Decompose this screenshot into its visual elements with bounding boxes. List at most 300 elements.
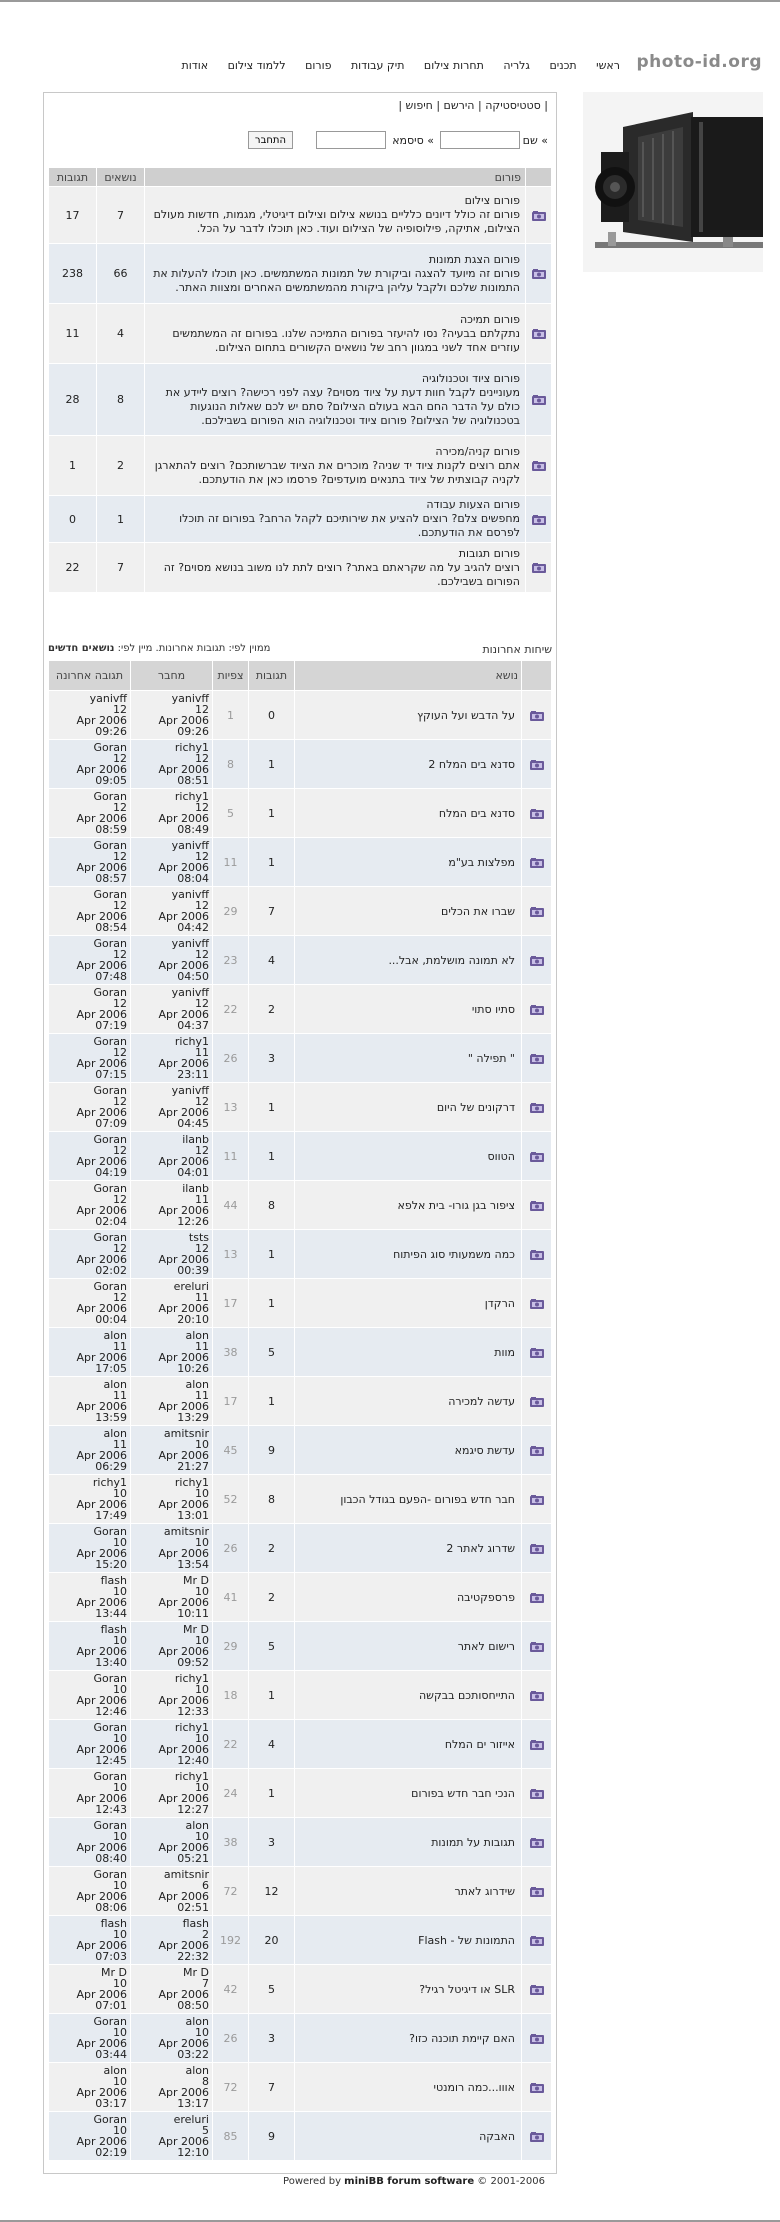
author-name[interactable]: ereluri (173, 2113, 209, 2126)
topic-row[interactable] (49, 2014, 552, 2063)
last-reply-user[interactable]: yanivff (89, 692, 127, 705)
topic-row[interactable] (49, 985, 552, 1034)
topic-views: 17 (213, 1279, 249, 1328)
sort-new-topics-link[interactable]: נושאים חדשים (48, 643, 115, 654)
last-reply-user[interactable]: Goran (93, 790, 127, 803)
topic-views: 26 (213, 1524, 249, 1573)
author-name[interactable]: Mr D (183, 1623, 209, 1636)
folder-icon (529, 1837, 545, 1849)
topic-row[interactable] (49, 1132, 552, 1181)
topic-author (131, 887, 213, 936)
topic-icon-cell (522, 1083, 552, 1132)
folder-icon (529, 1249, 545, 1261)
nav-item-gallery[interactable]: גלריה (503, 59, 530, 72)
topic-last-reply (49, 691, 131, 740)
author-name[interactable]: richy1 (174, 741, 209, 754)
topic-author (131, 1083, 213, 1132)
last-reply-day: 11 (113, 1340, 127, 1353)
topic-row[interactable] (49, 1426, 552, 1475)
author-date: Apr 2006 12:27 (158, 1792, 209, 1816)
topic-author (131, 1622, 213, 1671)
topic-row[interactable] (49, 936, 552, 985)
last-reply-user[interactable]: alon (103, 1378, 127, 1391)
topic-replies: 7 (249, 2063, 295, 2112)
forum-title[interactable]: פורום קניה/מכירה (435, 444, 520, 458)
last-reply-user[interactable]: Goran (93, 1819, 127, 1832)
topic-row[interactable] (49, 1720, 552, 1769)
topic-row[interactable] (49, 1965, 552, 2014)
nav-item-portfolio[interactable]: תיק עבודות (350, 59, 405, 72)
topic-title[interactable]: התייחסותכם בבקשה (295, 1671, 522, 1720)
last-reply-date: Apr 2006 12:43 (76, 1792, 127, 1816)
topic-replies: 1 (249, 789, 295, 838)
password-input[interactable] (316, 131, 386, 149)
topic-author (131, 1769, 213, 1818)
author-date: Apr 2006 08:04 (158, 861, 209, 885)
last-reply-date: Apr 2006 00:04 (76, 1302, 127, 1326)
last-reply-user[interactable]: Mr D (101, 1966, 127, 1979)
topic-row[interactable] (49, 1916, 552, 1965)
author-date: Apr 2006 04:37 (158, 1008, 209, 1032)
topic-last-reply (49, 1818, 131, 1867)
forum-row[interactable] (49, 364, 552, 436)
author-day: 10 (195, 1536, 209, 1549)
topic-last-reply (49, 887, 131, 936)
forum-cell[interactable] (145, 244, 526, 304)
author-name[interactable]: alon (185, 2064, 209, 2077)
topic-header: נושא (295, 661, 522, 691)
topic-views: 38 (213, 1328, 249, 1377)
folder-icon (529, 1935, 545, 1947)
folder-icon (529, 955, 545, 967)
author-day: 10 (195, 1781, 209, 1794)
topic-replies: 12 (249, 1867, 295, 1916)
topic-views: 85 (213, 2112, 249, 2161)
forum-row[interactable] (49, 187, 552, 244)
topic-row[interactable] (49, 1230, 552, 1279)
topic-replies: 1 (249, 1769, 295, 1818)
forum-icon-cell (526, 304, 552, 364)
topic-replies: 3 (249, 1034, 295, 1083)
topic-views: 26 (213, 1034, 249, 1083)
author-name[interactable]: alon (185, 1378, 209, 1391)
topic-row[interactable] (49, 1769, 552, 1818)
topic-replies: 1 (249, 838, 295, 887)
author-name[interactable]: richy1 (174, 1770, 209, 1783)
author-name[interactable]: ilanb (182, 1182, 209, 1195)
topic-views: 8 (213, 740, 249, 789)
author-name[interactable]: tsts (188, 1231, 209, 1244)
author-date: Apr 2006 08:51 (158, 763, 209, 787)
last-reply-date: Apr 2006 08:57 (76, 861, 127, 885)
folder-icon (531, 328, 547, 340)
topic-title[interactable]: האבקה (295, 2112, 522, 2161)
author-date: Apr 2006 09:52 (158, 1645, 209, 1669)
topic-replies: 1 (249, 1230, 295, 1279)
forum-row[interactable] (49, 244, 552, 304)
author-name[interactable]: alon (185, 2015, 209, 2028)
forum-icon-cell (526, 543, 552, 593)
last-reply-user[interactable]: Goran (93, 2113, 127, 2126)
folder-icon (529, 2082, 545, 2094)
nav-item-content[interactable]: תכנים (549, 59, 577, 72)
password-label: » סיסמא (392, 134, 434, 147)
topic-title[interactable]: עדשה למכירה (295, 1377, 522, 1426)
last-reply-user[interactable]: Goran (93, 1525, 127, 1538)
search-link[interactable]: חיפוש (405, 99, 433, 112)
topic-row[interactable] (49, 1818, 552, 1867)
author-name[interactable]: yanivff (171, 937, 209, 950)
topic-last-reply (49, 1916, 131, 1965)
topic-title[interactable]: אווו...כמה רומנטי (295, 2063, 522, 2112)
last-reply-user[interactable]: Goran (93, 1182, 127, 1195)
folder-icon (529, 906, 545, 918)
site-logo[interactable]: photo-id.org (636, 52, 762, 72)
topic-row[interactable] (49, 1083, 552, 1132)
author-name[interactable]: ilanb (182, 1133, 209, 1146)
author-date: Apr 2006 21:27 (158, 1449, 209, 1473)
topic-views: 44 (213, 1181, 249, 1230)
topic-title[interactable]: סדנא בים המלח 2 (295, 740, 522, 789)
topic-last-reply (49, 789, 131, 838)
topic-title[interactable]: " תפילה " (295, 1034, 522, 1083)
topic-views: 22 (213, 1720, 249, 1769)
author-day: 8 (202, 2075, 209, 2088)
folder-icon (529, 1494, 545, 1506)
topic-replies: 3 (249, 1818, 295, 1867)
topic-title[interactable]: SLR או דיגיטל רגיל? (295, 1965, 522, 2014)
topic-row[interactable] (49, 1524, 552, 1573)
topic-views: 11 (213, 838, 249, 887)
nav-item-about[interactable]: אודות (181, 59, 209, 72)
author-name[interactable]: alon (185, 1819, 209, 1832)
folder-icon (529, 1200, 545, 1212)
last-reply-day: 12 (113, 1095, 127, 1108)
username-input[interactable] (440, 131, 520, 149)
forum-cell[interactable] (145, 543, 526, 593)
author-day: 10 (195, 2026, 209, 2039)
last-reply-user[interactable]: flash (100, 1574, 127, 1587)
forum-row[interactable] (49, 543, 552, 593)
last-reply-date: Apr 2006 09:26 (76, 714, 127, 738)
topics-table (48, 660, 552, 2161)
forum-title[interactable]: פורום תמיכה (459, 312, 520, 326)
topic-row[interactable] (49, 887, 552, 936)
last-reply-day: 10 (113, 1781, 127, 1794)
topic-views: 1 (213, 691, 249, 740)
topic-row[interactable] (49, 2063, 552, 2112)
last-reply-user[interactable]: Goran (93, 937, 127, 950)
topic-title[interactable]: חבר חדש בפורום -הפעם בגודל הכבון (295, 1475, 522, 1524)
author-date: Apr 2006 13:17 (158, 2086, 209, 2110)
author-name[interactable]: amitsnir (163, 1868, 209, 1881)
last-reply-date: Apr 2006 12:46 (76, 1694, 127, 1718)
last-reply-date: Apr 2006 07:19 (76, 1008, 127, 1032)
author-date: Apr 2006 13:29 (158, 1400, 209, 1424)
topic-row[interactable] (49, 1279, 552, 1328)
topic-icon-header (522, 661, 552, 691)
stats-link[interactable]: סטטיסטיקה (485, 99, 541, 112)
last-reply-user[interactable]: Goran (93, 2015, 127, 2028)
topic-last-reply (49, 1083, 131, 1132)
topic-title[interactable]: מפלצות בע"מ (295, 838, 522, 887)
forum-cell[interactable] (145, 436, 526, 496)
forum-row[interactable] (49, 436, 552, 496)
forum-cell[interactable] (145, 187, 526, 244)
topic-title[interactable]: ציפור בגן גורו- בית אלפא (295, 1181, 522, 1230)
topic-row[interactable] (49, 1671, 552, 1720)
forum-reply-count: 28 (49, 364, 97, 436)
last-reply-user[interactable]: alon (103, 1427, 127, 1440)
topic-last-reply (49, 838, 131, 887)
topic-title[interactable]: לא תמונה מושלמת, אבל... (295, 936, 522, 985)
last-reply-date: Apr 2006 06:29 (76, 1449, 127, 1473)
author-name[interactable]: Mr D (183, 1966, 209, 1979)
topic-last-reply (49, 1132, 131, 1181)
last-reply-day: 12 (113, 850, 127, 863)
author-name[interactable]: flash (182, 1917, 209, 1930)
last-reply-day: 12 (113, 997, 127, 1010)
last-reply-user[interactable]: Goran (93, 1133, 127, 1146)
nav-item-learn[interactable]: ללמוד צילום (227, 59, 286, 72)
topic-title[interactable]: פרספקטיבה (295, 1573, 522, 1622)
author-name[interactable]: richy1 (174, 1672, 209, 1685)
topic-title[interactable]: סדנא בים המלח (295, 789, 522, 838)
last-reply-user[interactable]: Goran (93, 839, 127, 852)
last-reply-user[interactable]: Goran (93, 1868, 127, 1881)
last-reply-user[interactable]: Goran (93, 888, 127, 901)
topic-title[interactable]: סתיו סתוי (295, 985, 522, 1034)
topic-title[interactable]: על הדבש ועל העוקץ (295, 691, 522, 740)
last-reply-day: 10 (113, 1928, 127, 1941)
topic-title[interactable]: הטווס (295, 1132, 522, 1181)
register-link[interactable]: הירשם (443, 99, 475, 112)
forum-cell[interactable] (145, 304, 526, 364)
forum-icon-header (526, 168, 552, 187)
folder-icon (531, 394, 547, 406)
topic-views-header: צפיות (213, 661, 249, 691)
topic-row[interactable] (49, 1573, 552, 1622)
topic-author (131, 1965, 213, 2014)
topic-replies: 1 (249, 740, 295, 789)
author-name[interactable]: richy1 (174, 1721, 209, 1734)
last-reply-user[interactable]: Goran (93, 1231, 127, 1244)
topic-replies: 9 (249, 2112, 295, 2161)
forum-icon-cell (526, 496, 552, 543)
topic-title[interactable]: הנכי חבר חדש בפורום (295, 1769, 522, 1818)
forum-description: מחפשים צלם? רוצים להציע את שירותיכם לקהל הרחב? בפורום זה תוכלו לפרסם את הודעתכם. (179, 512, 520, 539)
forum-cell[interactable] (145, 364, 526, 436)
topic-title[interactable]: התמונות של - Flash (295, 1916, 522, 1965)
author-name[interactable]: alon (185, 1329, 209, 1342)
minibb-link[interactable]: miniBB forum software (344, 2176, 475, 2187)
forum-row[interactable] (49, 496, 552, 543)
last-reply-date: Apr 2006 17:49 (76, 1498, 127, 1522)
topic-replies: 4 (249, 936, 295, 985)
topic-author-header: מחבר (131, 661, 213, 691)
last-reply-day: 10 (113, 1830, 127, 1843)
forum-row[interactable] (49, 304, 552, 364)
last-reply-day: 12 (113, 899, 127, 912)
last-reply-day: 11 (113, 1389, 127, 1402)
author-name[interactable]: yanivff (171, 986, 209, 999)
login-button[interactable]: התחבר (248, 131, 293, 149)
topic-row[interactable] (49, 1622, 552, 1671)
topic-title[interactable]: עדשת סיגמא (295, 1426, 522, 1475)
topic-icon-cell (522, 1132, 552, 1181)
author-name[interactable]: Mr D (183, 1574, 209, 1587)
last-reply-user[interactable]: Goran (93, 1035, 127, 1048)
last-reply-user[interactable]: flash (100, 1917, 127, 1930)
author-name[interactable]: yanivff (171, 888, 209, 901)
topic-views: 22 (213, 985, 249, 1034)
topic-icon-cell (522, 1720, 552, 1769)
last-reply-date: Apr 2006 04:19 (76, 1155, 127, 1179)
topic-title[interactable]: שדרוג לאתר 2 (295, 1524, 522, 1573)
author-day: 5 (202, 2124, 209, 2137)
nav-item-home[interactable]: ראשי (596, 59, 620, 72)
author-name[interactable]: yanivff (171, 692, 209, 705)
last-reply-user[interactable]: Goran (93, 1672, 127, 1685)
folder-icon (529, 1004, 545, 1016)
author-name[interactable]: ereluri (173, 1280, 209, 1293)
author-day: 12 (195, 1242, 209, 1255)
folder-icon (529, 1984, 545, 1996)
last-reply-date: Apr 2006 03:17 (76, 2086, 127, 2110)
last-reply-day: 10 (113, 2026, 127, 2039)
forum-title[interactable]: פורום תגובות (458, 546, 520, 560)
topic-title[interactable]: מוות (295, 1328, 522, 1377)
topic-icon-cell (522, 1965, 552, 2014)
folder-icon (529, 2131, 545, 2143)
forum-title[interactable]: פורום הצעות עבודה (426, 498, 520, 511)
last-reply-user[interactable]: Goran (93, 986, 127, 999)
topic-row[interactable] (49, 838, 552, 887)
topic-title[interactable]: שידרוג לאתר (295, 1867, 522, 1916)
last-reply-user[interactable]: Goran (93, 1721, 127, 1734)
last-reply-date: Apr 2006 02:04 (76, 1204, 127, 1228)
last-reply-user[interactable]: Goran (93, 741, 127, 754)
author-name[interactable]: amitsnir (163, 1525, 209, 1538)
forum-icon-cell (526, 436, 552, 496)
author-name[interactable]: richy1 (174, 1035, 209, 1048)
topic-row[interactable] (49, 1867, 552, 1916)
last-reply-user[interactable]: Goran (93, 1280, 127, 1293)
author-name[interactable]: yanivff (171, 839, 209, 852)
topic-replies: 8 (249, 1181, 295, 1230)
main-nav (165, 59, 620, 72)
forums-table (48, 167, 552, 593)
last-reply-date: Apr 2006 07:01 (76, 1988, 127, 2012)
last-reply-date: Apr 2006 03:44 (76, 2037, 127, 2061)
topic-last-reply (49, 1279, 131, 1328)
topic-title[interactable]: אייזור ים המלח (295, 1720, 522, 1769)
topic-row[interactable] (49, 1377, 552, 1426)
topic-replies: 3 (249, 2014, 295, 2063)
topic-views: 26 (213, 2014, 249, 2063)
topic-title[interactable]: שברו את הכלים (295, 887, 522, 936)
forum-title[interactable]: פורום הצגת תמונות (428, 252, 520, 266)
topic-last-reply (49, 1720, 131, 1769)
author-day: 10 (195, 1487, 209, 1500)
forum-title[interactable]: פורום צילום (464, 194, 520, 207)
topic-row[interactable] (49, 1328, 552, 1377)
author-name[interactable]: amitsnir (163, 1427, 209, 1440)
topic-row[interactable] (49, 1181, 552, 1230)
topic-last-reply (49, 1671, 131, 1720)
last-reply-user[interactable]: richy1 (92, 1476, 127, 1489)
topic-replies: 2 (249, 1524, 295, 1573)
topic-icon-cell (522, 1426, 552, 1475)
nav-item-contest[interactable]: תחרות צילום (423, 59, 484, 72)
author-day: 10 (195, 1585, 209, 1598)
author-date: Apr 2006 10:26 (158, 1351, 209, 1375)
author-date: Apr 2006 04:50 (158, 959, 209, 983)
forums-header-row (49, 168, 552, 187)
topic-row[interactable] (49, 1034, 552, 1083)
topic-icon-cell (522, 1034, 552, 1083)
topic-replies: 9 (249, 1426, 295, 1475)
folder-icon (531, 210, 547, 222)
last-reply-user[interactable]: flash (100, 1623, 127, 1636)
folder-icon (529, 857, 545, 869)
topic-title[interactable]: האם קיימת תוכנה כזו? (295, 2014, 522, 2063)
last-reply-day: 10 (113, 1977, 127, 1990)
topic-row[interactable] (49, 740, 552, 789)
topic-title[interactable]: הרקדן (295, 1279, 522, 1328)
topic-icon-cell (522, 1916, 552, 1965)
topic-title[interactable]: תגובות על תמונות (295, 1818, 522, 1867)
topic-last-reply (49, 1524, 131, 1573)
topic-author (131, 1132, 213, 1181)
username-label: » שם (522, 134, 548, 147)
author-day: 10 (195, 1634, 209, 1647)
last-reply-user[interactable]: alon (103, 2064, 127, 2077)
topic-author (131, 789, 213, 838)
forum-title[interactable]: פורום ציוד וטכנולוגיה (421, 371, 520, 385)
topic-last-reply (49, 1230, 131, 1279)
last-reply-user[interactable]: alon (103, 1329, 127, 1342)
topic-row[interactable] (49, 691, 552, 740)
topic-row[interactable] (49, 2112, 552, 2161)
topic-last-reply (49, 1377, 131, 1426)
topic-views: 23 (213, 936, 249, 985)
forums-header: פורום (145, 168, 526, 187)
author-name[interactable]: richy1 (174, 790, 209, 803)
author-name[interactable]: richy1 (174, 1476, 209, 1489)
topic-views: 24 (213, 1769, 249, 1818)
topic-title[interactable]: רישום לאתר (295, 1622, 522, 1671)
camera-photo (583, 92, 763, 272)
login-form (53, 131, 548, 151)
topic-replies: 5 (249, 1965, 295, 2014)
topic-author (131, 936, 213, 985)
topic-replies: 8 (249, 1475, 295, 1524)
forum-description: נתקלתם בבעיה? נסו להיעזר בפורום התמיכה שלנו. בפורום זה המשתמשים עוזרים אחד לשני במגוון רחב של נושאים הקשורים בתחום הצילום. (172, 326, 520, 354)
last-reply-user[interactable]: Goran (93, 1770, 127, 1783)
forum-cell[interactable] (145, 496, 526, 543)
topic-title[interactable]: דרקונים של היום (295, 1083, 522, 1132)
last-reply-user[interactable]: Goran (93, 1084, 127, 1097)
topic-row[interactable] (49, 1475, 552, 1524)
topic-views: 72 (213, 1867, 249, 1916)
nav-item-forum[interactable]: פורום (305, 59, 332, 72)
author-name[interactable]: yanivff (171, 1084, 209, 1097)
topic-title[interactable]: כמה משמעותי סוג הפיתוח (295, 1230, 522, 1279)
last-reply-date: Apr 2006 08:40 (76, 1841, 127, 1865)
topic-row[interactable] (49, 789, 552, 838)
topic-last-reply (49, 1034, 131, 1083)
